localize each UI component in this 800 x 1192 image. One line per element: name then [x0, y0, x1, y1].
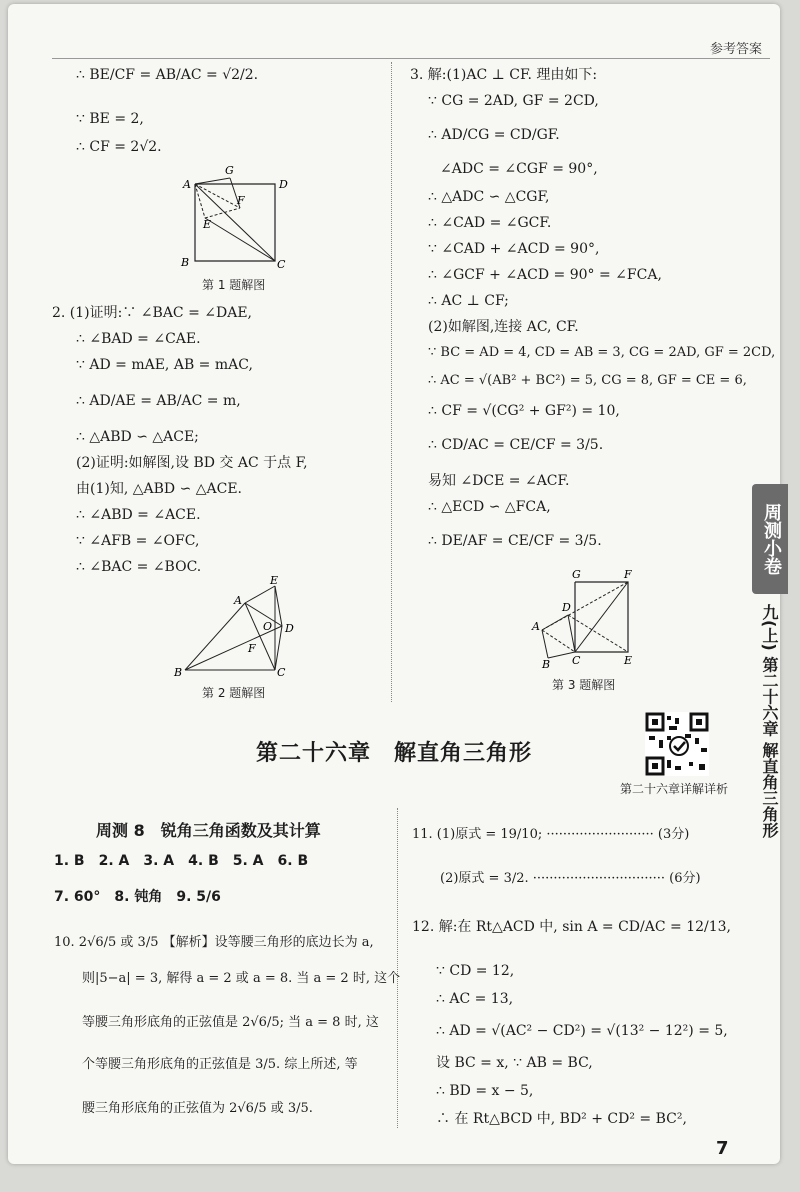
answers-line-2: 7. 60° 8. 钝角 9. 5/6 [54, 889, 221, 905]
q3-line-1: 3. 解:(1)AC ⊥ CF. 理由如下: [410, 67, 598, 83]
left-line-3: ∴ CF = 2√2. [76, 139, 162, 155]
side-chapter-label: 九(上) 第二十六章 解直角三角形 [760, 604, 779, 838]
q10-line-1: 10. 2√6/5 或 3/5 【解析】设等腰三角形的底边长为 a, [54, 935, 374, 950]
q2-line-5: ∴ △ABD ∽ △ACE; [76, 429, 199, 445]
q3-line-14: ∴ CD/AC = CE/CF = 3/5. [428, 437, 604, 453]
column-divider [391, 62, 392, 702]
q2-line-2: ∴ ∠BAD = ∠CAE. [76, 331, 201, 347]
q3-line-4: ∠ADC = ∠CGF = 90°, [440, 161, 598, 177]
header-rule [52, 58, 770, 59]
left-line-2: ∵ BE = 2, [76, 111, 144, 127]
q3-line-10: (2)如解图,连接 AC, CF. [428, 319, 579, 335]
f3-label-d: D [562, 601, 571, 614]
q12-line-1: 12. 解:在 Rt△ACD 中, sin A = CD/AC = 12/13, [412, 919, 731, 935]
figure-3-caption: 第 3 题解图 [552, 678, 616, 692]
q12-line-6: ∴ BD = x − 5, [436, 1083, 534, 1099]
f2-label-c: C [277, 666, 286, 679]
q3-line-8: ∴ ∠GCF + ∠ACD = 90° = ∠FCA, [428, 267, 662, 283]
f3-label-b: B [542, 658, 551, 671]
q3-line-17: ∴ DE/AF = CE/CF = 3/5. [428, 533, 602, 549]
q12-line-4: ∴ AD = √(AC² − CD²) = √(13² − 12²) = 5, [436, 1023, 728, 1039]
side-tab[interactable]: 周测小卷 [752, 484, 788, 594]
figure-2-diagram [170, 574, 300, 679]
q2-line-9: ∵ ∠AFB = ∠OFC, [76, 533, 200, 549]
f1-label-b: B [181, 256, 190, 269]
q3-line-12: ∴ AC = √(AB² + BC²) = 5, CG = 8, GF = CE = 6, [428, 373, 747, 388]
left-line-1: ∴ BE/CF = AB/AC = √2/2. [76, 67, 259, 83]
f3-label-f: F [624, 568, 632, 581]
q10-line-2: 则|5−a| = 3, 解得 a = 2 或 a = 8. 当 a = 2 时, 这个 [82, 971, 401, 986]
f2-label-a: A [234, 594, 242, 607]
q3-line-3: ∴ AD/CG = CD/GF. [428, 127, 560, 143]
q3-line-7: ∵ ∠CAD + ∠ACD = 90°, [428, 241, 600, 257]
q3-line-6: ∴ ∠CAD = ∠GCF. [428, 215, 552, 231]
q10-line-4: 个等腰三角形底角的正弦值是 3/5. 综上所述, 等 [82, 1057, 358, 1072]
f1-label-f: F [237, 194, 245, 207]
page-number: 7 [716, 1138, 729, 1159]
f1-label-g: G [225, 164, 234, 177]
f1-label-d: D [279, 178, 288, 191]
q2-line-6: (2)证明:如解图,设 BD 交 AC 于点 F, [76, 455, 308, 471]
q12-line-7: ∴ 在 Rt△BCD 中, BD² + CD² = BC², [436, 1111, 687, 1127]
qr-code-icon[interactable] [645, 712, 709, 776]
q2-line-7: 由(1)知, △ABD ∽ △ACE. [76, 481, 243, 497]
f2-label-f: F [248, 642, 256, 655]
q12-line-3: ∴ AC = 13, [436, 991, 514, 1007]
page-sheet [8, 4, 780, 1164]
f3-label-e: E [624, 654, 633, 667]
figure-3-diagram [530, 570, 640, 670]
f2-label-d: D [285, 622, 294, 635]
figure-2-caption: 第 2 题解图 [202, 686, 266, 700]
q3-line-2: ∵ CG = 2AD, GF = 2CD, [428, 93, 599, 109]
f2-label-o: O [263, 620, 273, 633]
header-label: 参考答案 [709, 42, 762, 57]
figure-1-caption: 第 1 题解图 [202, 278, 266, 292]
q3-line-9: ∴ AC ⊥ CF; [428, 293, 509, 309]
f3-label-a: A [532, 620, 540, 633]
f1-label-a: A [183, 178, 191, 191]
q3-line-5: ∴ △ADC ∽ △CGF, [428, 189, 550, 205]
q3-line-13: ∴ CF = √(CG² + GF²) = 10, [428, 403, 620, 419]
q11-line-2: (2)原式 = 3/2. ································ (6分) [440, 871, 701, 886]
q3-line-11: ∵ BC = AD = 4, CD = AB = 3, CG = 2AD, GF = 2CD, [428, 345, 776, 360]
q11-line-1: 11. (1)原式 = 19/10; ·························· (3分) [412, 827, 690, 842]
figure-1-diagram [175, 166, 290, 271]
chapter-title: 第二十六章 解直角三角形 [256, 741, 533, 766]
f2-label-b: B [174, 666, 183, 679]
q3-line-16: ∴ △ECD ∽ △FCA, [428, 499, 551, 515]
answers-line-1: 1. B 2. A 3. A 4. B 5. A 6. B [54, 853, 309, 869]
q2-line-3: ∵ AD = mAE, AB = mAC, [76, 357, 253, 373]
section-title: 周测 8 锐角三角函数及其计算 [96, 821, 321, 840]
q10-line-5: 腰三角形底角的正弦值为 2√6/5 或 3/5. [82, 1101, 313, 1116]
q2-line-8: ∴ ∠ABD = ∠ACE. [76, 507, 201, 523]
q12-line-5: 设 BC = x, ∵ AB = BC, [436, 1055, 593, 1071]
q10-line-3: 等腰三角形底角的正弦值是 2√6/5; 当 a = 8 时, 这 [82, 1015, 379, 1030]
q2-line-10: ∴ ∠BAC = ∠BOC. [76, 559, 202, 575]
column-divider-lower [397, 808, 398, 1128]
f3-label-c: C [572, 654, 581, 667]
qr-caption: 第二十六章详解详析 [620, 782, 729, 796]
q2-line-4: ∴ AD/AE = AB/AC = m, [76, 393, 241, 409]
q2-line-1: 2. (1)证明:∵ ∠BAC = ∠DAE, [52, 305, 253, 321]
q12-line-2: ∵ CD = 12, [436, 963, 515, 979]
f2-label-e: E [270, 574, 279, 587]
q3-line-15: 易知 ∠DCE = ∠ACF. [428, 473, 570, 489]
f1-label-c: C [277, 258, 286, 271]
f1-label-e: E [203, 218, 212, 231]
f3-label-g: G [572, 568, 581, 581]
